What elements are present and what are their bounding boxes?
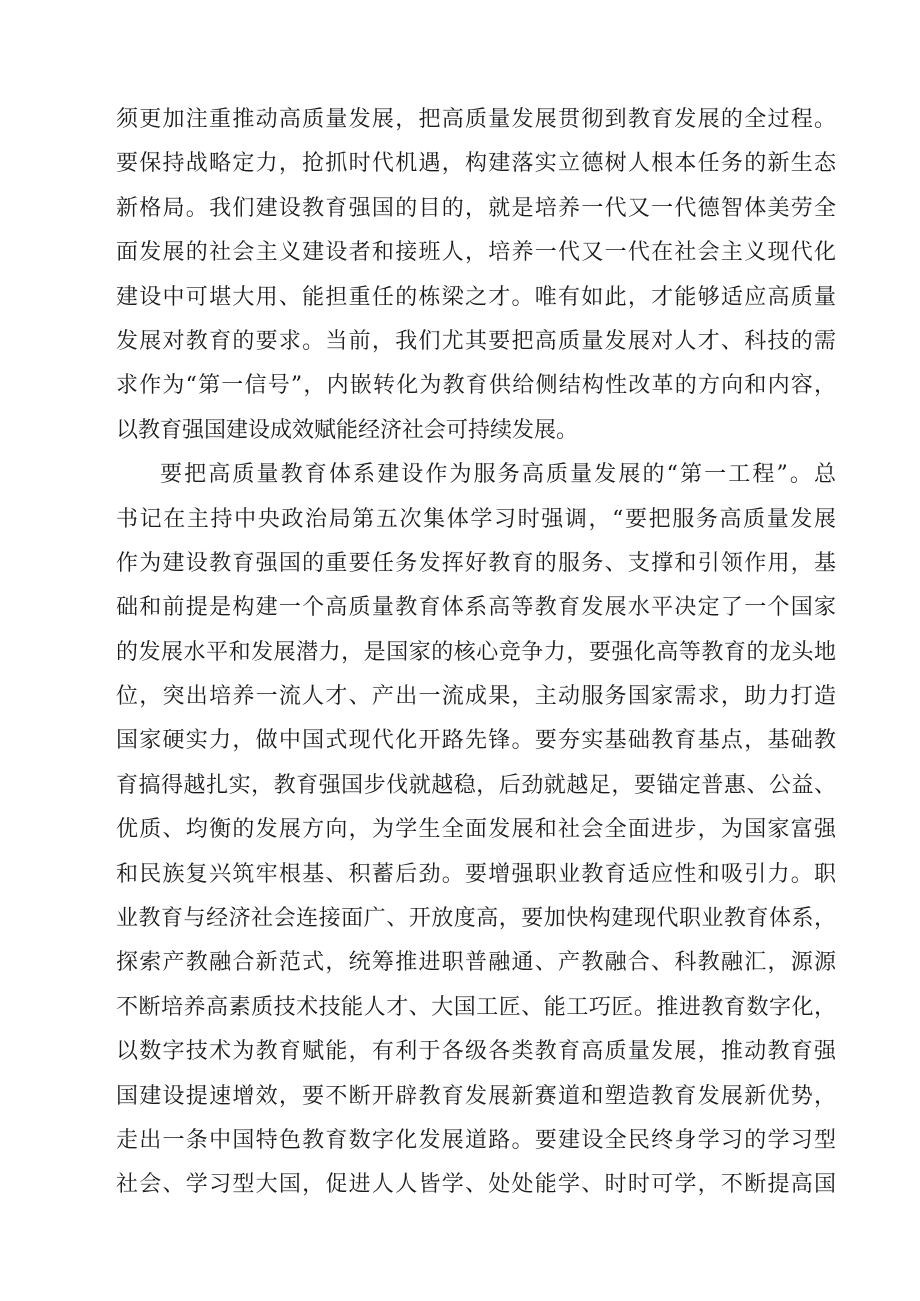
text-line: 求作为“第一信号”，内嵌转化为教育供给侧结构性改革的方向和内容，: [116, 373, 836, 399]
text-line: 走出一条中国特色教育数字化发展道路。要建设全民终身学习的学习型: [116, 1127, 836, 1153]
text-line: 育搞得越扎实，教育强国步伐就越稳，后劲就越足，要锚定普惠、公益、: [116, 772, 836, 798]
text-line: 探索产教融合新范式，统筹推进职普融通、产教融合、科教融汇，源源: [116, 950, 836, 976]
text-line: 面发展的社会主义建设者和接班人，培养一代又一代在社会主义现代化: [116, 240, 836, 266]
text-line: 以教育强国建设成效赋能经济社会可持续发展。: [116, 417, 579, 443]
text-line: 作为建设教育强国的重要任务发挥好教育的服务、支撑和引领作用，基: [116, 550, 836, 576]
text-line: 的发展水平和发展潜力，是国家的核心竞争力，要强化高等教育的龙头地: [116, 639, 836, 665]
text-line: 和民族复兴筑牢根基、积蓄后劲。要增强职业教育适应性和吸引力。职: [116, 861, 836, 887]
text-line: 国建设提速增效，要不断开辟教育发展新赛道和塑造教育发展新优势，: [116, 1083, 836, 1109]
text-line: 优质、均衡的发展方向，为学生全面发展和社会全面进步，为国家富强: [116, 817, 836, 843]
text-line: 建设中可堪大用、能担重任的栋梁之才。唯有如此，才能够适应高质量: [116, 284, 836, 310]
paragraph-2: [116, 453, 836, 1208]
document-body: [116, 98, 836, 1208]
text-line: 社会、学习型大国，促进人人皆学、处处能学、时时可学，不断提高国: [116, 1172, 836, 1198]
text-line: 国家硬实力，做中国式现代化开路先锋。要夯实基础教育基点，基础教: [116, 728, 836, 754]
text-line: 业教育与经济社会连接面广、开放度高，要加快构建现代职业教育体系，: [116, 906, 836, 932]
text-line: 须更加注重推动高质量发展，把高质量发展贯彻到教育发展的全过程。: [116, 107, 836, 132]
text-line: 础和前提是构建一个高质量教育体系高等教育发展水平决定了一个国家: [116, 595, 836, 621]
text-line: 书记在主持中央政治局第五次集体学习时强调，“要把服务高质量发展: [116, 506, 836, 532]
paragraph-1: [116, 98, 836, 453]
text-line: 要保持战略定力，抢抓时代机遇，构建落实立德树人根本任务的新生态: [116, 151, 836, 177]
text-line: 要把高质量教育体系建设作为服务高质量发展的“第一工程”。总: [160, 462, 836, 488]
text-line: 位，突出培养一流人才、产出一流成果，主动服务国家需求，助力打造: [116, 684, 836, 710]
text-line: 新格局。我们建设教育强国的目的，就是培养一代又一代德智体美劳全: [116, 195, 836, 221]
text-line: 不断培养高素质技术技能人才、大国工匠、能工巧匠。推进教育数字化，: [116, 994, 836, 1020]
text-line: 发展对教育的要求。当前，我们尤其要把高质量发展对人才、科技的需: [116, 328, 836, 354]
text-line: 以数字技术为教育赋能，有利于各级各类教育高质量发展，推动教育强: [116, 1039, 836, 1065]
